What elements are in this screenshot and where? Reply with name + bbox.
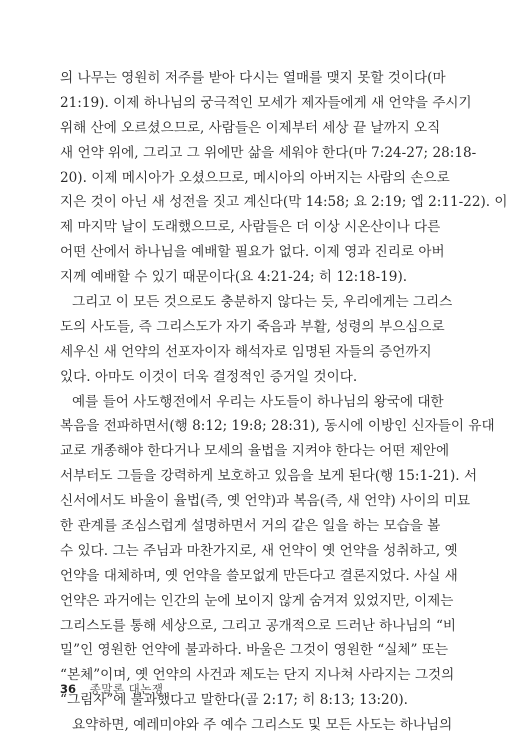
text-line: 교로 개종해야 한다거나 모세의 율법을 지켜야 한다는 어떤 제안에 xyxy=(60,443,450,460)
text-line: 있다. 아마도 이것이 더욱 결정적인 증거일 것이다. xyxy=(60,368,358,385)
page-number: 36 xyxy=(60,682,77,696)
text-line: 요약하면, 예레미야와 주 예수 그리스도 및 모든 사도는 하나님의 xyxy=(72,717,453,734)
running-title: 종말론 대논쟁 xyxy=(89,682,164,696)
text-line: 복음을 전파하면서(행 8:12; 19:8; 28:31), 동시에 이방인 신자들이 유대 xyxy=(60,418,495,435)
text-line: 어떤 산에서 하나님을 예배할 필요가 없다. 이제 영과 진리로 아버 xyxy=(60,244,445,261)
text-line: 그리고 이 모든 것으로도 충분하지 않다는 듯, 우리에게는 그리스 xyxy=(72,294,453,311)
text-line: 지은 것이 아닌 새 성전을 짓고 계신다(막 14:58; 요 2:19; 엡 2:11-22). 이 xyxy=(60,194,508,211)
text-line: 도의 사도들, 즉 그리스도가 자기 죽음과 부활, 성령의 부으심으로 xyxy=(60,318,445,335)
text-line: 세우신 새 언약의 선포자이자 해석자로 임명된 자들의 증언까지 xyxy=(60,343,432,360)
page-footer xyxy=(60,681,163,697)
text-line: 위해 산에 오르셨으므로, 사람들은 이제부터 세상 끝 날까지 오직 xyxy=(60,119,441,136)
text-line: “그림자”에 불과했다고 말한다(골 2:17; 히 8:13; 13:20). xyxy=(60,692,408,709)
text-line: 밀”인 영원한 언약에 불과하다. 바울은 그것이 영원한 “실체” 또는 xyxy=(60,642,449,659)
text-line: 서부터도 그들을 강력하게 보호하고 있음을 보게 된다(행 15:1-21). 서 xyxy=(60,468,478,485)
text-line: 예를 들어 사도행전에서 우리는 사도들이 하나님의 왕국에 대한 xyxy=(72,393,444,410)
text-line: 언약을 대체하며, 옛 언약을 쓸모없게 만든다고 결론지었다. 사실 새 xyxy=(60,567,458,584)
text-line: “본체”이며, 옛 언약의 사건과 제도는 단지 지나쳐 사라지는 그것의 xyxy=(60,667,455,684)
text-line: 지께 예배할 수 있기 때문이다(요 4:21-24; 히 12:18-19). xyxy=(60,269,408,286)
text-line: 제 마지막 날이 도래했으므로, 사람들은 더 이상 시온산이나 다른 xyxy=(60,219,441,236)
text-line: 새 언약 위에, 그리고 그 위에만 삶을 세워야 한다(마 7:24-27; 28:18- xyxy=(60,144,477,161)
text-line: 언약은 과거에는 인간의 눈에 보이지 않게 숨겨져 있었지만, 이제는 xyxy=(60,592,454,609)
text-line: 수 있다. 그는 주님과 마찬가지로, 새 언약이 옛 언약을 성취하고, 옛 xyxy=(60,542,458,559)
text-line: 의 나무는 영원히 저주를 받아 다시는 열매를 맺지 못할 것이다(마 xyxy=(60,70,446,86)
text-line: 신서에서도 바울이 율법(즉, 옛 언약)과 복음(즉, 새 언약) 사이의 미묘 xyxy=(60,493,471,510)
text-line: 한 관계를 조심스럽게 설명하면서 거의 같은 일을 하는 모습을 볼 xyxy=(60,518,441,535)
text-line: 21:19). 이제 하나님의 궁극적인 모세가 제자들에게 새 언약을 주시기 xyxy=(60,94,472,111)
text-line: 그리스도를 통해 세상으로, 그리고 공개적으로 드러난 하나님의 “비 xyxy=(60,617,457,634)
body-text xyxy=(60,66,508,738)
text-line: 20). 이제 메시아가 오셨으므로, 메시아의 아버지는 사람의 손으로 xyxy=(60,169,450,186)
